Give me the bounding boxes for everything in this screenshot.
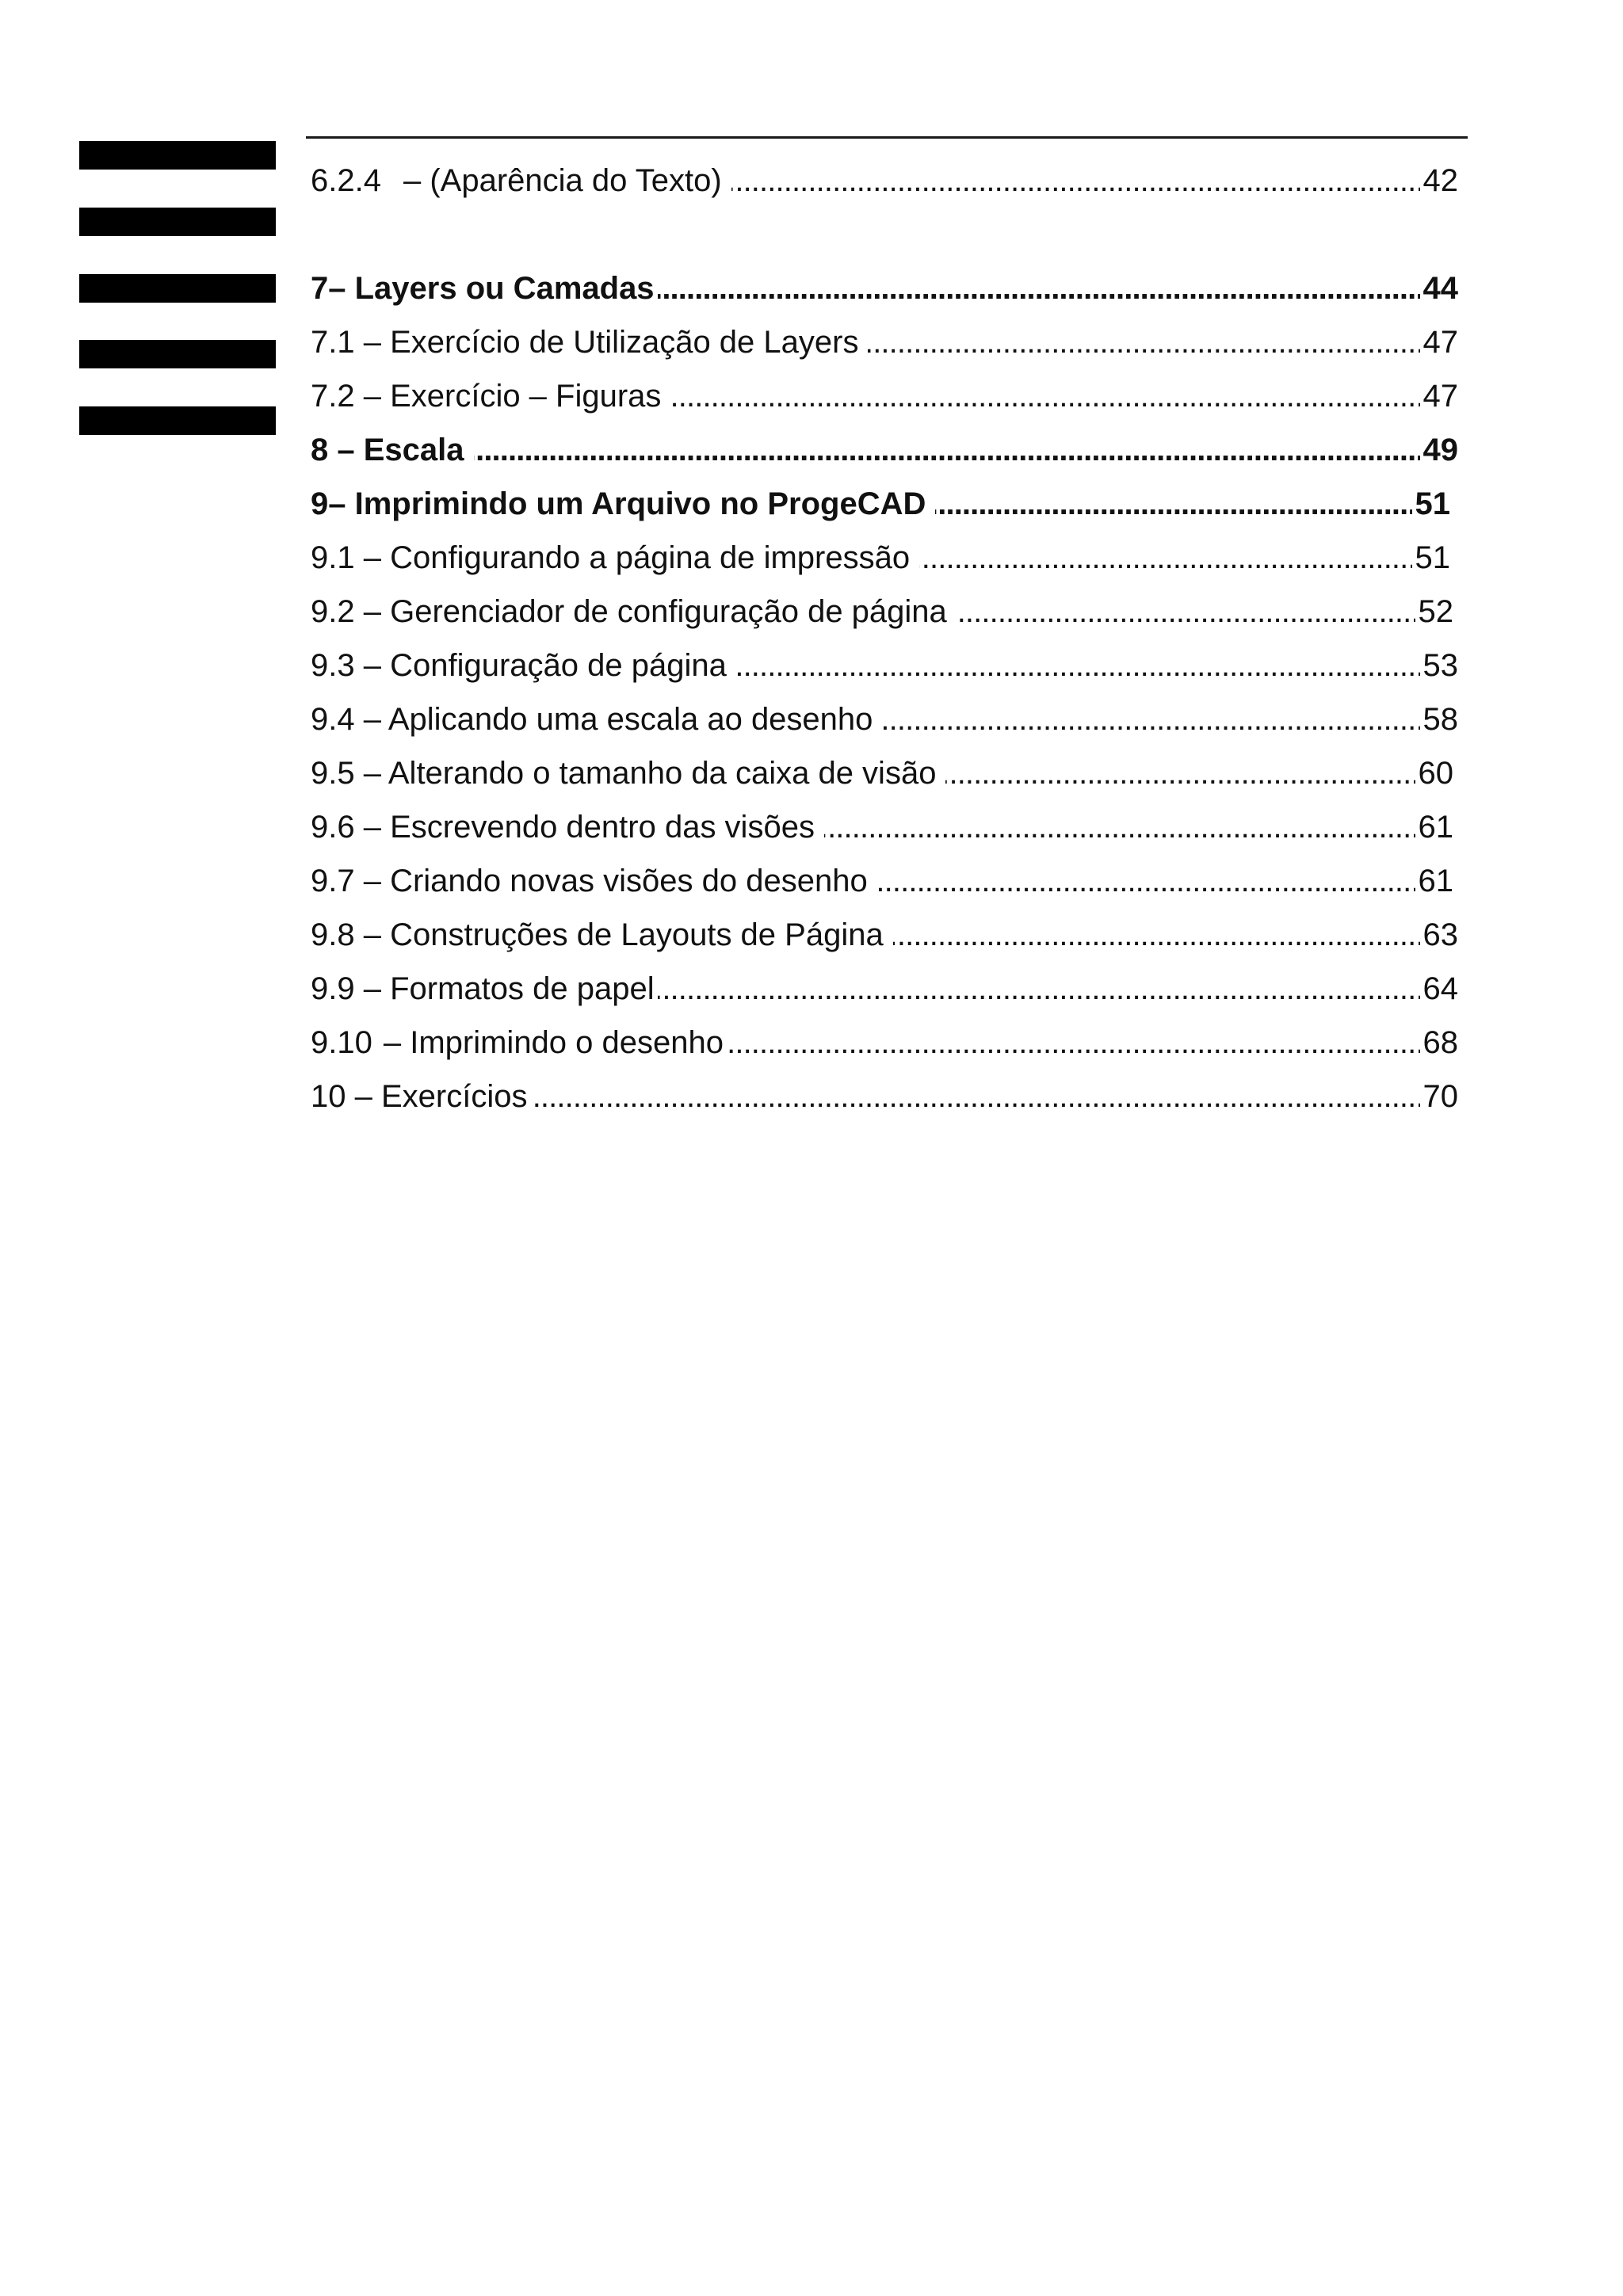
margin-bar-1 xyxy=(79,141,276,170)
toc-entry-title: 10 – Exercícios xyxy=(311,1079,528,1114)
dot-leader xyxy=(658,266,1420,311)
toc-entry[interactable] xyxy=(311,1020,1458,1065)
toc-entry-number: 9.10 xyxy=(311,1025,372,1060)
dot-leader xyxy=(877,859,1415,903)
dot-leader xyxy=(824,805,1415,849)
toc-entry-page: 47 xyxy=(1423,325,1458,360)
toc-entry-page: 70 xyxy=(1423,1079,1458,1114)
toc-entry-title: 9.7 – Criando novas visões do desenho xyxy=(311,864,868,898)
dot-leader xyxy=(945,751,1415,795)
toc-entry[interactable] xyxy=(311,697,1458,742)
toc-entry-page: 61 xyxy=(1418,864,1453,898)
toc-entry-title: 9.2 – Gerenciador de configuração de página xyxy=(311,594,947,629)
margin-bar-4 xyxy=(79,340,276,368)
toc-entry-page: 60 xyxy=(1418,756,1453,791)
toc-entry-title: 9.8 – Construções de Layouts de Página xyxy=(311,917,884,952)
toc-entry[interactable] xyxy=(311,1074,1458,1119)
toc-entry-page: 53 xyxy=(1423,648,1458,683)
toc-entry-title: 9.4 – Aplicando uma escala ao desenho xyxy=(311,702,873,737)
toc-entry-page: 42 xyxy=(1423,163,1458,198)
margin-bar-3 xyxy=(79,274,276,303)
toc-entry[interactable] xyxy=(311,482,1458,526)
toc-entry-page: 58 xyxy=(1423,702,1458,737)
toc-entry-page: 49 xyxy=(1423,433,1458,467)
toc-entry-page: 63 xyxy=(1423,917,1458,952)
toc-entry-title: 9.1 – Configurando a página de impressão xyxy=(311,540,911,575)
dot-leader xyxy=(893,913,1420,957)
toc-entry-title: – (Aparência do Texto) xyxy=(403,163,722,198)
dot-leader xyxy=(731,158,1420,203)
margin-bar-5 xyxy=(79,406,276,435)
toc-entry-title: 9.6 – Escrevendo dentro das visões xyxy=(311,810,815,845)
toc-entry-title: 9.9 – Formatos de papel xyxy=(311,971,655,1006)
toc-entry-title: 7.2 – Exercício – Figuras xyxy=(311,379,662,414)
toc-entry[interactable] xyxy=(311,643,1458,688)
toc-entry[interactable] xyxy=(311,967,1458,1011)
dot-leader xyxy=(532,1074,1419,1119)
margin-bar-2 xyxy=(79,208,276,236)
toc-entry[interactable] xyxy=(311,320,1458,364)
toc-entry[interactable] xyxy=(311,374,1458,418)
dot-leader xyxy=(919,536,1411,580)
toc-entry-title: 9.3 – Configuração de página xyxy=(311,648,727,683)
toc-entry-number: 6.2.4 xyxy=(311,163,381,198)
toc-entry-page: 68 xyxy=(1423,1025,1458,1060)
dot-leader xyxy=(736,643,1420,688)
toc-entry-page: 61 xyxy=(1418,810,1453,845)
toc-entry[interactable] xyxy=(311,751,1458,795)
toc-entry[interactable] xyxy=(311,859,1458,903)
dot-leader xyxy=(868,320,1419,364)
dot-leader xyxy=(474,428,1420,472)
toc-entry-page: 64 xyxy=(1423,971,1458,1006)
toc-entry[interactable] xyxy=(311,428,1458,472)
dot-leader xyxy=(935,482,1411,526)
toc-entry-title: 7.1 – Exercício de Utilização de Layers xyxy=(311,325,859,360)
toc-entry-page: 47 xyxy=(1423,379,1458,414)
toc-entry-title: 9.5 – Alterando o tamanho da caixa de visão xyxy=(311,756,937,791)
dot-leader xyxy=(727,1020,1420,1065)
toc-entry[interactable] xyxy=(311,158,1458,203)
dot-leader xyxy=(658,967,1420,1011)
dot-leader xyxy=(882,697,1419,742)
toc-entry-title: 9– Imprimindo um Arquivo no ProgeCAD xyxy=(311,486,926,521)
toc-entry-title: – Imprimindo o desenho xyxy=(383,1025,724,1060)
toc-entry-page: 44 xyxy=(1423,271,1458,306)
toc-entry[interactable] xyxy=(311,589,1458,634)
toc-entry-page: 51 xyxy=(1415,540,1450,575)
dot-leader xyxy=(957,589,1415,634)
toc-entry-page: 52 xyxy=(1418,594,1453,629)
toc-entry-title: 8 – Escala xyxy=(311,433,464,467)
toc-entry[interactable] xyxy=(311,536,1458,580)
header-rule xyxy=(306,136,1468,139)
toc-entry[interactable] xyxy=(311,266,1458,311)
toc-entry-page: 51 xyxy=(1415,486,1450,521)
dot-leader xyxy=(670,374,1419,418)
toc-entry[interactable] xyxy=(311,805,1458,849)
toc-entry[interactable] xyxy=(311,913,1458,957)
toc-entry-title: 7– Layers ou Camadas xyxy=(311,271,655,306)
